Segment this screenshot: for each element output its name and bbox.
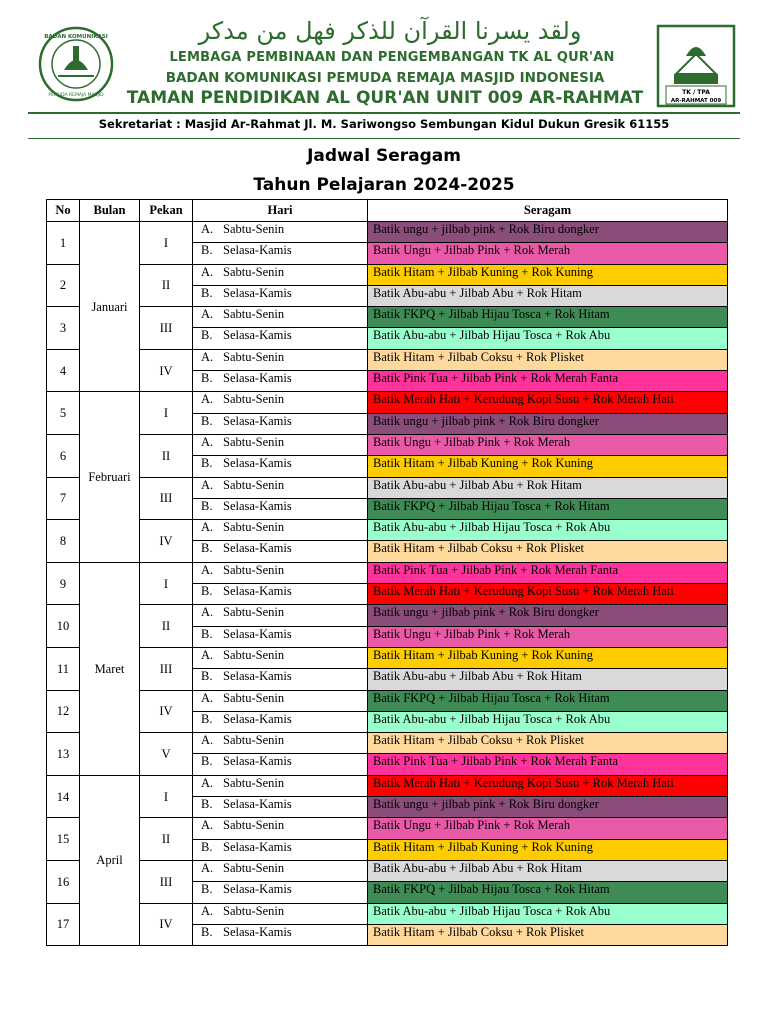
hari-letter: A. <box>201 690 214 705</box>
cell-seragam: Batik Ungu + Jilbab Pink + Rok Merah <box>368 434 728 455</box>
hari-days: Sabtu-Senin <box>223 264 285 279</box>
letterhead-rule <box>28 112 740 114</box>
hari-letter: A. <box>201 477 214 492</box>
hari-letter: A. <box>201 775 214 790</box>
cell-hari <box>193 626 368 647</box>
header-no: No <box>47 200 80 222</box>
hari-days: Selasa-Kamis <box>223 498 292 513</box>
hari-letter: B. <box>201 498 213 513</box>
badan-komunikasi-logo <box>34 26 118 102</box>
hari-letter: A. <box>201 264 214 279</box>
hari-days: Selasa-Kamis <box>223 754 292 769</box>
hari-days: Sabtu-Senin <box>223 818 285 833</box>
cell-no: 8 <box>47 520 80 563</box>
hari-letter: B. <box>201 328 213 343</box>
cell-seragam: Batik FKPQ + Jilbab Hijau Tosca + Rok Hitam <box>368 498 728 519</box>
cell-seragam: Batik FKPQ + Jilbab Hijau Tosca + Rok Hitam <box>368 690 728 711</box>
cell-seragam: Batik FKPQ + Jilbab Hijau Tosca + Rok Hitam <box>368 882 728 903</box>
cell-bulan: Januari <box>80 222 140 392</box>
hari-days: Sabtu-Senin <box>223 349 285 364</box>
cell-pekan: II <box>140 818 193 861</box>
cell-hari <box>193 584 368 605</box>
table-row <box>47 349 728 370</box>
cell-no: 17 <box>47 903 80 946</box>
hari-letter: A. <box>201 605 214 620</box>
hari-days: Sabtu-Senin <box>223 562 285 577</box>
cell-hari <box>193 264 368 285</box>
cell-no: 6 <box>47 434 80 477</box>
hari-days: Sabtu-Senin <box>223 222 285 236</box>
hari-letter: A. <box>201 434 214 449</box>
cell-bulan: April <box>80 775 140 945</box>
page-subtitle: Tahun Pelajaran 2024-2025 <box>253 175 515 195</box>
cell-hari <box>193 903 368 924</box>
cell-hari <box>193 413 368 434</box>
svg-text:TK / TPA: TK / TPA <box>682 89 710 96</box>
uniform-schedule-table <box>46 199 728 946</box>
cell-hari <box>193 924 368 945</box>
cell-hari <box>193 711 368 732</box>
cell-seragam: Batik Ungu + Jilbab Pink + Rok Merah <box>368 818 728 839</box>
cell-hari <box>193 839 368 860</box>
hari-days: Selasa-Kamis <box>223 626 292 641</box>
table-row <box>47 775 728 796</box>
cell-seragam: Batik Hitam + Jilbab Kuning + Rok Kuning <box>368 839 728 860</box>
hari-letter: A. <box>201 562 214 577</box>
cell-hari <box>193 477 368 498</box>
hari-days: Selasa-Kamis <box>223 669 292 684</box>
hari-letter: B. <box>201 669 213 684</box>
svg-text:PEMUDA REMAJA MASJID: PEMUDA REMAJA MASJID <box>48 93 104 98</box>
hari-days: Sabtu-Senin <box>223 733 285 748</box>
hari-letter: A. <box>201 222 214 236</box>
cell-seragam: Batik Merah Hati + Kerudung Kopi Susu + Rok Merah Hati <box>368 584 728 605</box>
table-row <box>47 222 728 243</box>
hari-days: Sabtu-Senin <box>223 392 285 407</box>
hari-days: Sabtu-Senin <box>223 690 285 705</box>
hari-days: Sabtu-Senin <box>223 860 285 875</box>
hari-days: Sabtu-Senin <box>223 775 285 790</box>
cell-seragam: Batik ungu + jilbab pink + Rok Biru dongker <box>368 797 728 818</box>
cell-seragam: Batik Pink Tua + Jilbab Pink + Rok Merah Fanta <box>368 371 728 392</box>
svg-text:BADAN KOMUNIKASI: BADAN KOMUNIKASI <box>44 34 108 40</box>
hari-letter: A. <box>201 860 214 875</box>
letterhead-line2: BADAN KOMUNIKASI PEMUDA REMAJA MASJID INDONESIA <box>165 70 605 86</box>
hari-letter: B. <box>201 839 213 854</box>
cell-hari <box>193 775 368 796</box>
cell-no: 11 <box>47 647 80 690</box>
cell-pekan: II <box>140 605 193 648</box>
cell-hari <box>193 882 368 903</box>
cell-hari <box>193 349 368 370</box>
hari-letter: B. <box>201 924 213 939</box>
header-bulan: Bulan <box>80 200 140 222</box>
table-row <box>47 647 728 668</box>
hari-letter: B. <box>201 541 213 556</box>
hari-letter: B. <box>201 797 213 812</box>
hari-letter: A. <box>201 818 214 833</box>
hari-days: Sabtu-Senin <box>223 605 285 620</box>
header-pekan: Pekan <box>140 200 193 222</box>
cell-seragam: Batik Hitam + Jilbab Kuning + Rok Kuning <box>368 647 728 668</box>
cell-no: 15 <box>47 818 80 861</box>
cell-no: 14 <box>47 775 80 818</box>
cell-no: 2 <box>47 264 80 307</box>
table-row <box>47 520 728 541</box>
cell-seragam: Batik Hitam + Jilbab Kuning + Rok Kuning <box>368 456 728 477</box>
cell-hari <box>193 605 368 626</box>
cell-pekan: V <box>140 733 193 776</box>
hari-days: Selasa-Kamis <box>223 541 292 556</box>
hari-letter: A. <box>201 520 214 535</box>
cell-seragam: Batik ungu + jilbab pink + Rok Biru dongker <box>368 413 728 434</box>
cell-pekan: III <box>140 307 193 350</box>
cell-seragam: Batik ungu + jilbab pink + Rok Biru dongker <box>368 222 728 243</box>
svg-text:AR-RAHMAT 009: AR-RAHMAT 009 <box>670 98 722 104</box>
cell-no: 16 <box>47 860 80 903</box>
hari-letter: B. <box>201 754 213 769</box>
letterhead-line1: LEMBAGA PEMBINAAN DAN PENGEMBANGAN TK AL QUR'AN <box>169 50 615 65</box>
cell-hari <box>193 222 368 243</box>
cell-seragam: Batik ungu + jilbab pink + Rok Biru dongker <box>368 605 728 626</box>
cell-seragam: Batik Hitam + Jilbab Coksu + Rok Plisket <box>368 924 728 945</box>
cell-seragam: Batik Hitam + Jilbab Coksu + Rok Plisket <box>368 541 728 562</box>
hari-letter: B. <box>201 413 213 428</box>
cell-hari <box>193 285 368 306</box>
hari-days: Selasa-Kamis <box>223 584 292 599</box>
hari-days: Sabtu-Senin <box>223 434 285 449</box>
cell-seragam: Batik Abu-abu + Jilbab Abu + Rok Hitam <box>368 860 728 881</box>
cell-pekan: IV <box>140 903 193 946</box>
cell-hari <box>193 541 368 562</box>
hari-letter: A. <box>201 349 214 364</box>
hari-letter: B. <box>201 711 213 726</box>
cell-hari <box>193 797 368 818</box>
cell-pekan: I <box>140 562 193 605</box>
cell-hari <box>193 328 368 349</box>
hari-days: Selasa-Kamis <box>223 285 292 300</box>
cell-bulan: Maret <box>80 562 140 775</box>
cell-hari <box>193 243 368 264</box>
cell-hari <box>193 520 368 541</box>
cell-hari <box>193 562 368 583</box>
cell-seragam: Batik Ungu + Jilbab Pink + Rok Merah <box>368 626 728 647</box>
cell-bulan: Februari <box>80 392 140 562</box>
hari-days: Selasa-Kamis <box>223 797 292 812</box>
hari-days: Sabtu-Senin <box>223 477 285 492</box>
hari-days: Selasa-Kamis <box>223 371 292 386</box>
hari-days: Sabtu-Senin <box>223 647 285 662</box>
page-title: Jadwal Seragam <box>307 146 461 166</box>
table-row <box>47 477 728 498</box>
table-row <box>47 733 728 754</box>
table-row <box>47 860 728 881</box>
hari-letter: B. <box>201 285 213 300</box>
table-row <box>47 818 728 839</box>
hari-letter: B. <box>201 882 213 897</box>
hari-letter: A. <box>201 307 214 322</box>
tk-alquran-logo <box>656 24 736 108</box>
cell-pekan: IV <box>140 520 193 563</box>
hari-days: Selasa-Kamis <box>223 711 292 726</box>
cell-seragam: Batik Hitam + Jilbab Kuning + Rok Kuning <box>368 264 728 285</box>
cell-hari <box>193 733 368 754</box>
cell-seragam: Batik Pink Tua + Jilbab Pink + Rok Merah Fanta <box>368 562 728 583</box>
table-row <box>47 903 728 924</box>
hari-days: Sabtu-Senin <box>223 520 285 535</box>
arabic-verse-text: ولقد يسرنا القرآن للذكر فهل من مدكر <box>198 17 582 45</box>
hari-days: Selasa-Kamis <box>223 456 292 471</box>
table-row <box>47 392 728 413</box>
hari-letter: A. <box>201 733 214 748</box>
hari-days: Selasa-Kamis <box>223 882 292 897</box>
table-header-row <box>47 200 728 222</box>
cell-pekan: I <box>140 775 193 818</box>
cell-hari <box>193 371 368 392</box>
hari-letter: B. <box>201 371 213 386</box>
cell-seragam: Batik Abu-abu + Jilbab Hijau Tosca + Rok Abu <box>368 520 728 541</box>
hari-letter: B. <box>201 243 213 258</box>
cell-no: 1 <box>47 222 80 265</box>
cell-seragam: Batik Abu-abu + Jilbab Hijau Tosca + Rok Abu <box>368 711 728 732</box>
cell-pekan: II <box>140 264 193 307</box>
cell-hari <box>193 860 368 881</box>
cell-pekan: I <box>140 222 193 265</box>
cell-pekan: III <box>140 860 193 903</box>
letterhead-line3: TAMAN PENDIDIKAN AL QUR'AN UNIT 009 AR-RAHMAT <box>126 88 644 108</box>
cell-seragam: Batik Abu-abu + Jilbab Abu + Rok Hitam <box>368 669 728 690</box>
cell-no: 5 <box>47 392 80 435</box>
cell-seragam: Batik Hitam + Jilbab Coksu + Rok Plisket <box>368 349 728 370</box>
header-hari: Hari <box>193 200 368 222</box>
cell-hari <box>193 392 368 413</box>
letterhead <box>0 0 768 140</box>
table-row <box>47 434 728 455</box>
hari-letter: B. <box>201 456 213 471</box>
cell-pekan: III <box>140 477 193 520</box>
cell-seragam: Batik Abu-abu + Jilbab Hijau Tosca + Rok Abu <box>368 903 728 924</box>
hari-days: Selasa-Kamis <box>223 413 292 428</box>
table-body <box>47 222 728 946</box>
cell-seragam: Batik Pink Tua + Jilbab Pink + Rok Merah Fanta <box>368 754 728 775</box>
hari-letter: B. <box>201 626 213 641</box>
cell-hari <box>193 456 368 477</box>
hari-letter: A. <box>201 647 214 662</box>
cell-seragam: Batik Abu-abu + Jilbab Hijau Tosca + Rok Abu <box>368 328 728 349</box>
cell-seragam: Batik Merah Hati + Kerudung Kopi Susu + Rok Merah Hati <box>368 775 728 796</box>
cell-no: 12 <box>47 690 80 733</box>
hari-days: Selasa-Kamis <box>223 243 292 258</box>
cell-seragam: Batik Ungu + Jilbab Pink + Rok Merah <box>368 243 728 264</box>
cell-seragam: Batik FKPQ + Jilbab Hijau Tosca + Rok Hitam <box>368 307 728 328</box>
table-row <box>47 562 728 583</box>
cell-no: 3 <box>47 307 80 350</box>
cell-no: 4 <box>47 349 80 392</box>
cell-pekan: IV <box>140 690 193 733</box>
cell-hari <box>193 690 368 711</box>
cell-hari <box>193 754 368 775</box>
cell-pekan: IV <box>140 349 193 392</box>
cell-seragam: Batik Abu-abu + Jilbab Abu + Rok Hitam <box>368 285 728 306</box>
cell-hari <box>193 669 368 690</box>
cell-no: 7 <box>47 477 80 520</box>
hari-letter: A. <box>201 392 214 407</box>
cell-seragam: Batik Abu-abu + Jilbab Abu + Rok Hitam <box>368 477 728 498</box>
cell-pekan: I <box>140 392 193 435</box>
table-row <box>47 307 728 328</box>
cell-no: 9 <box>47 562 80 605</box>
table-row <box>47 605 728 626</box>
cell-hari <box>193 434 368 455</box>
arabic-verse <box>180 14 600 48</box>
table-row <box>47 264 728 285</box>
header-seragam: Seragam <box>368 200 728 222</box>
table-row <box>47 690 728 711</box>
cell-pekan: III <box>140 647 193 690</box>
hari-days: Selasa-Kamis <box>223 839 292 854</box>
hari-letter: A. <box>201 903 214 918</box>
cell-hari <box>193 498 368 519</box>
letterhead-rule-bottom <box>28 138 740 139</box>
cell-seragam: Batik Merah Hati + Kerudung Kopi Susu + Rok Merah Hati <box>368 392 728 413</box>
cell-no: 10 <box>47 605 80 648</box>
hari-days: Sabtu-Senin <box>223 903 285 918</box>
cell-no: 13 <box>47 733 80 776</box>
cell-hari <box>193 818 368 839</box>
secretariat-address: Sekretariat : Masjid Ar-Rahmat Jl. M. Sariwongso Sembungan Kidul Dukun Gresik 61155 <box>98 117 670 131</box>
cell-seragam: Batik Hitam + Jilbab Coksu + Rok Plisket <box>368 733 728 754</box>
cell-hari <box>193 307 368 328</box>
cell-pekan: II <box>140 434 193 477</box>
cell-hari <box>193 647 368 668</box>
hari-days: Sabtu-Senin <box>223 307 285 322</box>
hari-days: Selasa-Kamis <box>223 924 292 939</box>
hari-days: Selasa-Kamis <box>223 328 292 343</box>
hari-letter: B. <box>201 584 213 599</box>
